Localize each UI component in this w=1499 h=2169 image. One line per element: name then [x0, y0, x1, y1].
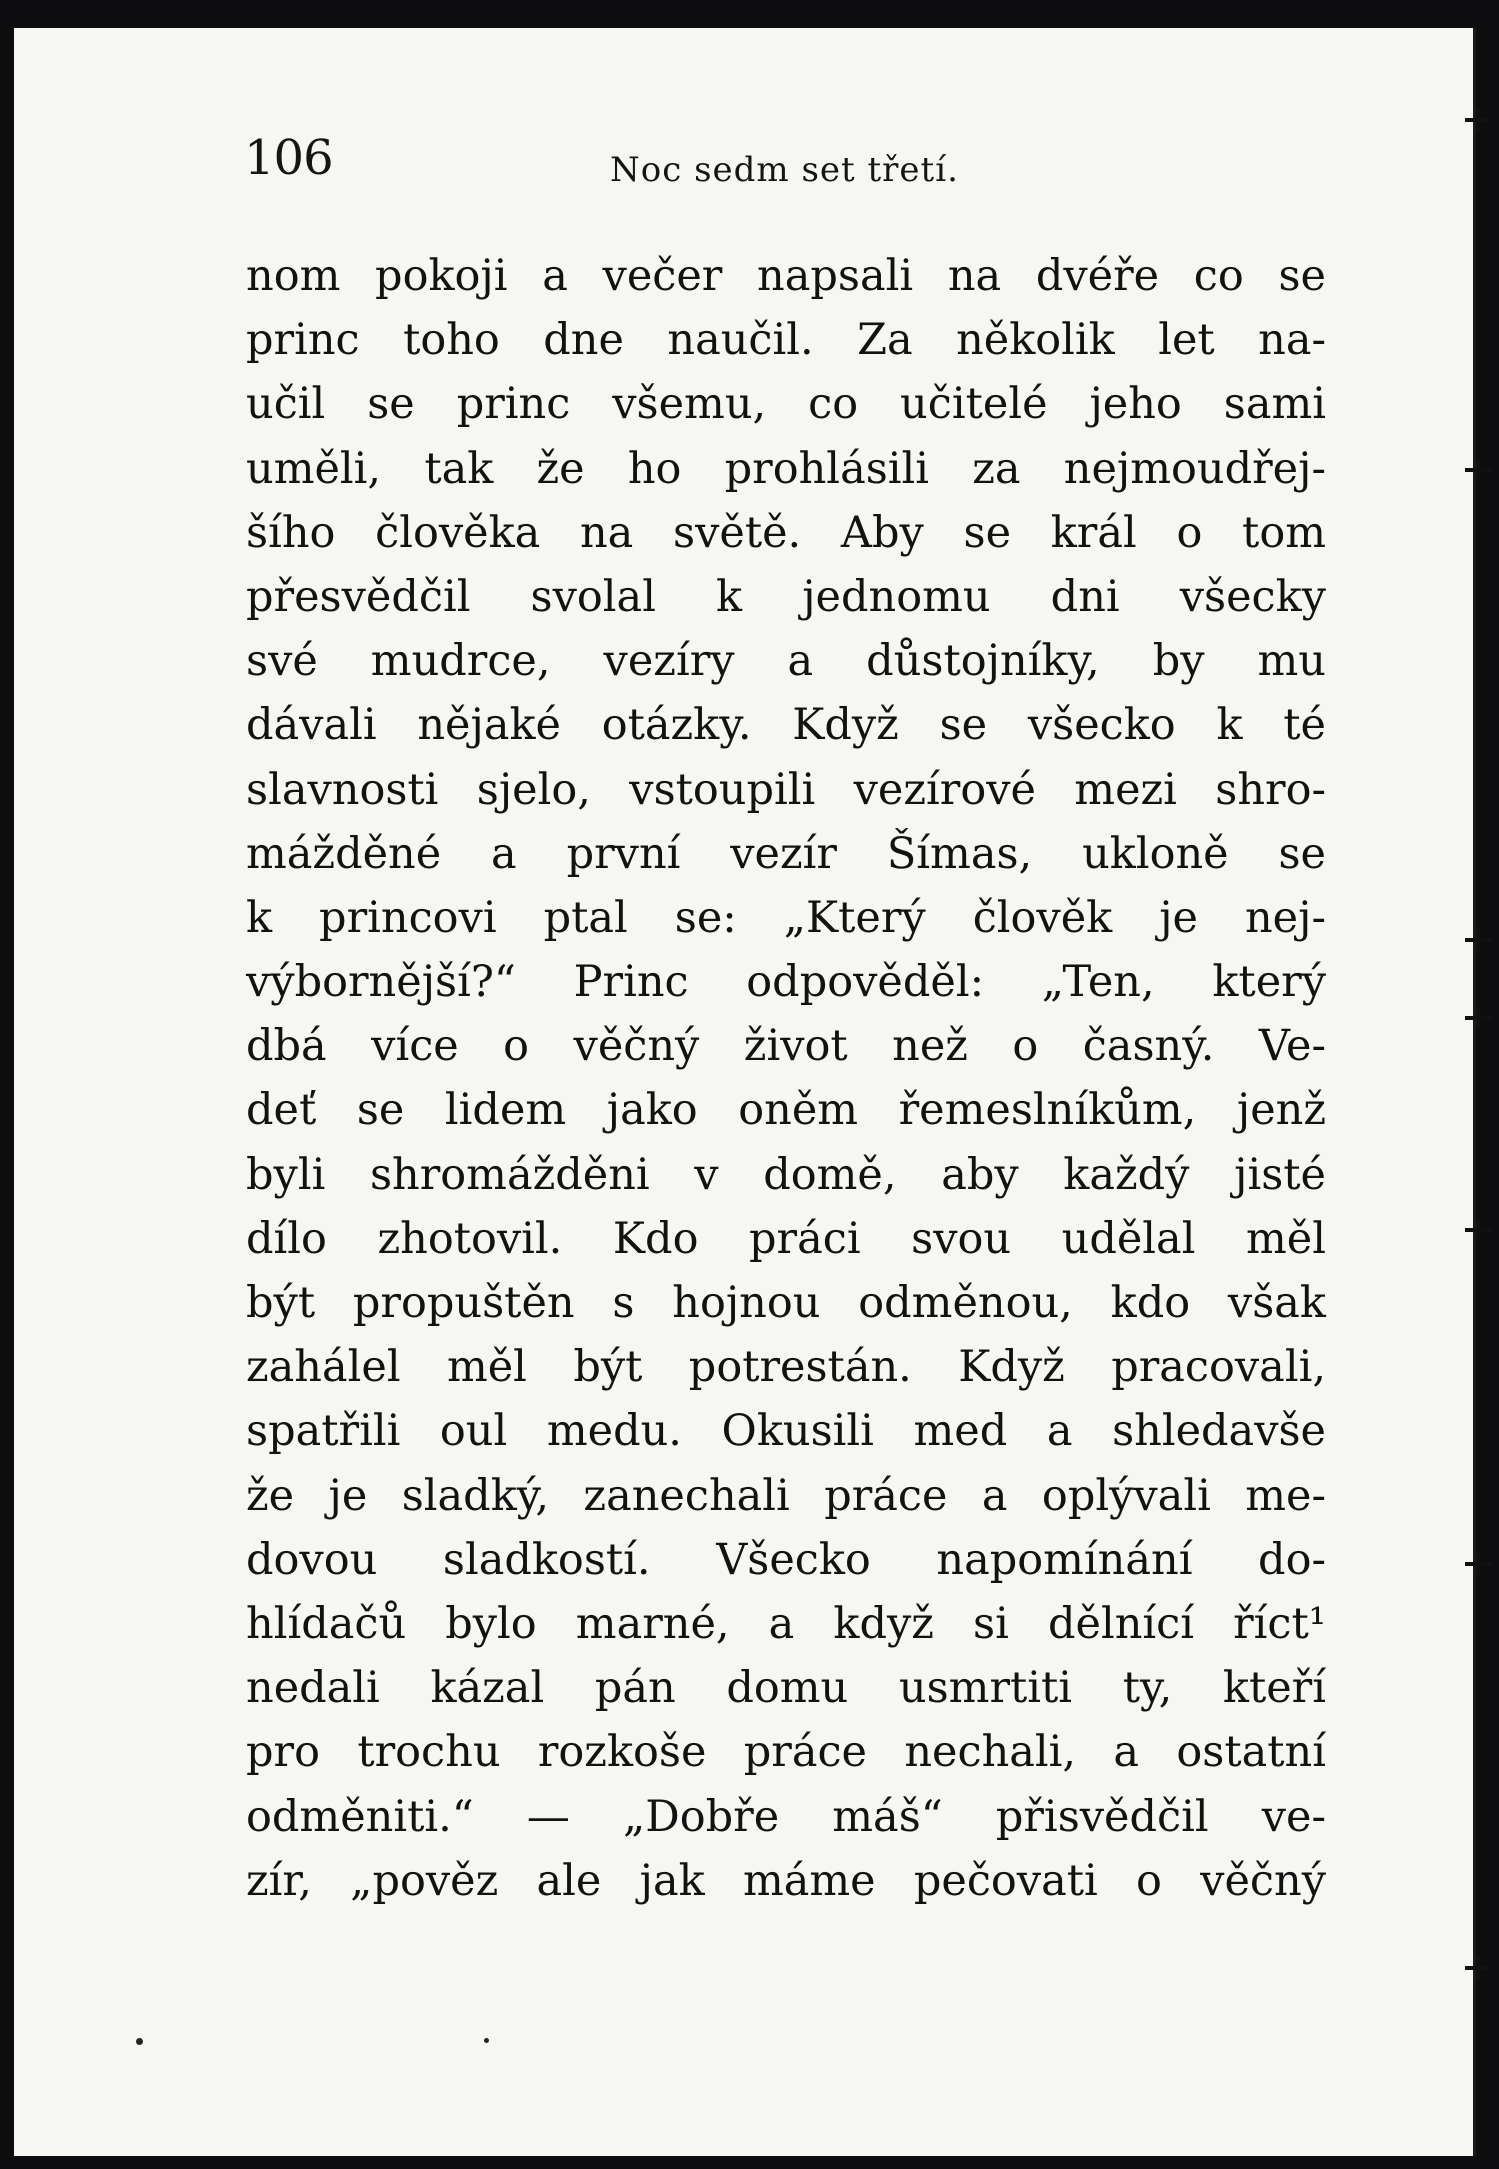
page-number: 106	[244, 130, 333, 186]
text-line: dovou sladkostí. Všecko napomínání do-	[246, 1534, 1326, 1585]
margin-tick-mark	[1465, 1966, 1491, 1970]
margin-tick-mark	[1465, 1562, 1491, 1566]
margin-tick-mark	[1465, 938, 1491, 942]
text-line: deť se lidem jako oněm řemeslníkům, jenž	[246, 1085, 1326, 1136]
text-line: k princovi ptal se: „Který člověk je nej-	[246, 892, 1326, 943]
text-line: dávali nějaké otázky. Když se všecko k té	[246, 700, 1326, 751]
text-line: přesvědčil svolal k jednomu dni všecky	[246, 571, 1326, 622]
margin-tick-mark	[1465, 1016, 1491, 1020]
text-line: výbornější?“ Princ odpověděl: „Ten, který	[246, 957, 1326, 1008]
text-line: slavnosti sjelo, vstoupili vezírové mezi shro-	[246, 764, 1326, 815]
margin-tick-mark	[1465, 118, 1491, 122]
ink-speck	[136, 2038, 143, 2045]
text-line: dílo zhotovil. Kdo práci svou udělal měl	[246, 1213, 1326, 1264]
running-title: Noc sedm set třetí.	[610, 150, 959, 190]
ink-speck	[484, 2038, 489, 2043]
margin-tick-mark	[1465, 1228, 1491, 1232]
text-line: pro trochu rozkoše práce nechali, a ostatní	[246, 1727, 1326, 1778]
text-line: spatřili oul medu. Okusili med a shledavše	[246, 1406, 1326, 1457]
text-line: dbá více o věčný život než o časný. Ve-	[246, 1021, 1326, 1072]
text-line: nedali kázal pán domu usmrtiti ty, kteří	[246, 1663, 1326, 1714]
text-line: své mudrce, vezíry a důstojníky, by mu	[246, 636, 1326, 687]
body-text	[246, 244, 1326, 1913]
text-line: nom pokoji a večer napsali na dvéře co se	[246, 251, 1326, 301]
text-line: hlídačů bylo marné, a když si dělnící říct¹	[246, 1598, 1326, 1649]
text-line: být propuštěn s hojnou odměnou, kdo však	[246, 1278, 1326, 1328]
text-line: zír, „pověz ale jak máme pečovati o věčný	[246, 1855, 1326, 1906]
margin-tick-mark	[1465, 468, 1491, 472]
text-line: šího člověka na světě. Aby se král o tom	[246, 507, 1326, 558]
text-line: zahálel měl být potrestán. Když pracovali,	[246, 1342, 1326, 1393]
text-line: učil se princ všemu, co učitelé jeho sami	[246, 379, 1326, 430]
text-line: mážděné a první vezír Šímas, ukloně se	[246, 828, 1326, 879]
text-line: že je sladký, zanechali práce a oplývali me-	[246, 1470, 1326, 1521]
text-line: odměniti.“ — „Dobře máš“ přisvědčil ve-	[246, 1791, 1326, 1842]
text-line: uměli, tak že ho prohlásili za nejmoudřej-	[246, 443, 1326, 494]
page-edge-rule	[1473, 28, 1476, 2156]
text-line: byli shromážděni v domě, aby každý jisté	[246, 1149, 1326, 1200]
text-line: princ toho dne naučil. Za několik let na-	[246, 315, 1326, 366]
